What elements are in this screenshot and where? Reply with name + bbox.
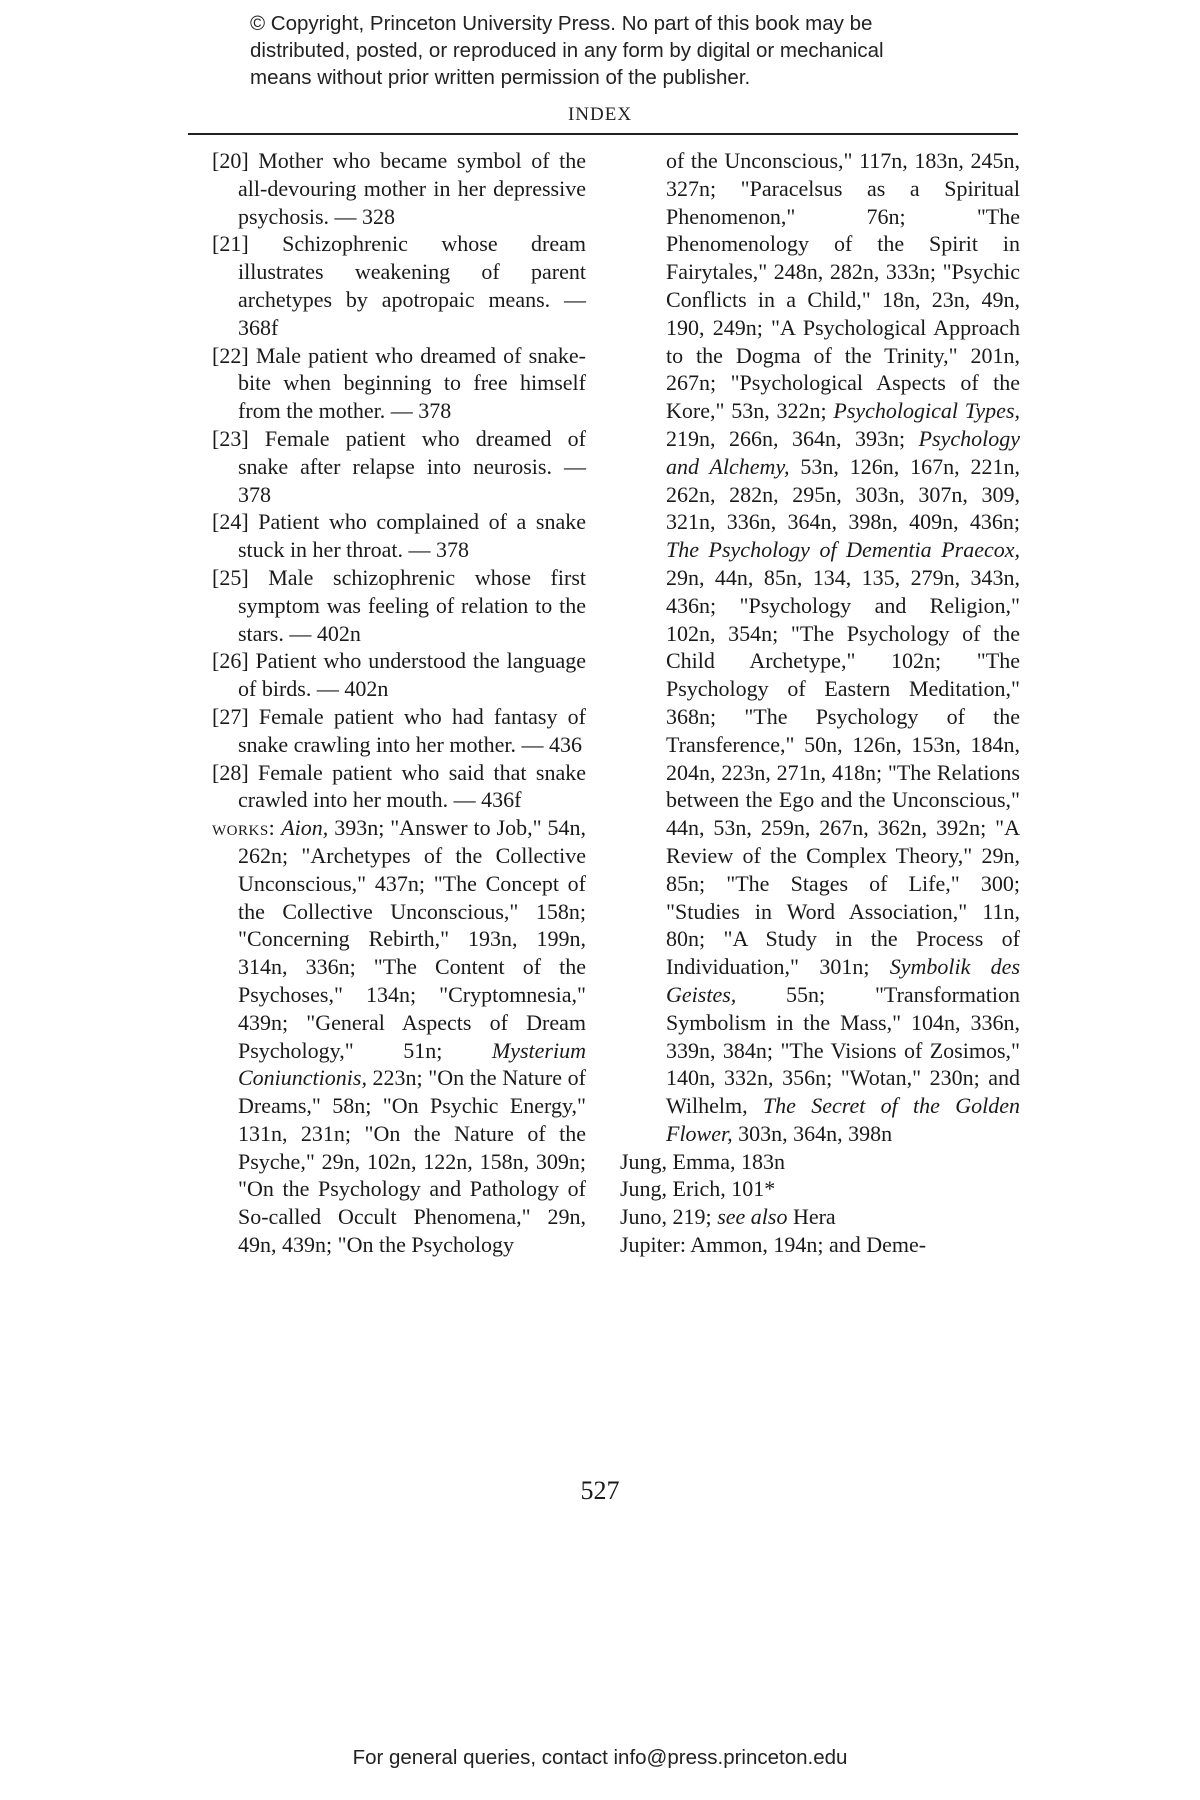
case-number: [28] — [212, 759, 249, 785]
works-title-italic: Aion, — [281, 815, 329, 841]
works-text: 303n, 364n, 398n — [732, 1120, 893, 1146]
works-title-italic: The Secret of the Golden Flower, — [666, 1093, 1020, 1146]
case-number: [25] — [212, 564, 249, 590]
works-text: 393n; "Answer to Job," 54n, 262n; "Archetypes of the Collective Unconscious," 437n; "The Concept of the Collective Unconscious," 158n; "Concerning Rebirth," 193n, 199n, 314n, 336n; "The Content of the Psychoses," 134n; "Cryptomnesia," 439n; "General Aspects of Dream Psychology," 51n; — [238, 815, 587, 1063]
case-entry — [212, 759, 586, 815]
works-title-italic: Mysterium Coniunctionis, — [238, 1037, 586, 1091]
index-entry-text: Jung, Erich, 101* — [620, 1176, 776, 1202]
index-entry-text: Jung, Emma, 183n — [620, 1148, 785, 1174]
index-entry-jung-emma — [620, 1148, 1020, 1176]
case-number: [26] — [212, 648, 249, 674]
copyright-notice — [250, 10, 970, 91]
case-text: Female patient who dreamed of snake after relapse into neurosis. — 378 — [238, 425, 586, 507]
works-label: works: — [212, 815, 276, 841]
index-entry-text: Hera — [787, 1204, 836, 1230]
case-entry — [212, 508, 586, 564]
case-number: [22] — [212, 342, 249, 368]
running-head: INDEX — [567, 104, 633, 125]
index-entry-jung-erich — [620, 1175, 1020, 1203]
case-text: Female patient who had fantasy of snake crawling into her mother. — 436 — [238, 703, 586, 757]
case-entry — [212, 342, 586, 425]
index-entry-text: Juno, 219; — [620, 1204, 718, 1230]
copyright-line: © Copyright, Princeton University Press. No part of this book may be — [250, 12, 873, 35]
case-entry — [212, 230, 586, 341]
index-entry-text: Jupiter: Ammon, 194n; and Deme- — [620, 1232, 927, 1258]
right-column — [620, 147, 1020, 1259]
copyright-line: distributed, posted, or reproduced in any form by digital or mechanical — [250, 39, 884, 62]
case-text: Male schizophrenic whose first symptom was feeling of relation to the stars. — 402n — [238, 564, 586, 646]
works-entry — [212, 814, 586, 1259]
works-text: 223n; "On the Nature of Dreams," 58n; "On Psychic Energy," 131n, 231n; "On the Nature of the Psyche," 29n, 102n, 122n, 158n, 309n; "On the Psychology and Pathology of So-called Occult Phenomena," 29n, 49n, 439n; "On the Psychology — [238, 1065, 586, 1258]
case-text: Patient who complained of a snake stuck in her throat. — 378 — [238, 509, 586, 563]
index-entry-jupiter — [620, 1231, 1020, 1259]
works-title-italic: Psychological Types, — [833, 398, 1021, 424]
works-text: 55n; "Transformation Symbolism in the Mass," 104n, 336n, 339n, 384n; "The Visions of Zosimos," 140n, 332n, 356n; "Wotan," 230n; and Wilhelm, — [666, 981, 1020, 1119]
header-rule — [188, 133, 1018, 135]
copyright-line: means without prior written permission of the publisher. — [250, 66, 751, 89]
case-number: [20] — [212, 148, 249, 173]
case-entry — [212, 425, 586, 508]
works-text: of the Unconscious," 117n, 183n, 245n, 327n; "Paracelsus as a Spiritual Phenomenon," 76n; "The Phenomenology of the Spirit in Fairytales," 248n, 282n, 333n; "Psychic Conflicts in a Child," 18n, 23n, 49n, 190, 249n; "A Psychological Approach to the Dogma of the Trinity," 201n, 267n; "Psychological Aspects of the Kore," 53n, 322n; — [666, 148, 1020, 424]
works-text: 29n, 44n, 85n, 134, 135, 279n, 343n, 436n; "Psychology and Religion," 102n, 354n; "The Psychology of the Child Archetype," 102n; "The Psychology of Eastern Meditation," 368n; "The Psychology of the Transference," 50n, 126n, 153n, 184n, 204n, 223n, 271n, 418n; "The Relations between the Ego and the Unconscious," 44n, 53n, 259n, 267n, 362n, 392n; "A Review of the Complex Theory," 29n, 85n; "The Stages of Life," 300; "Studies in Word Association," 11n, 80n; "A Study in the Process of Individuation," 301n; — [666, 564, 1020, 980]
case-text: Male patient who dreamed of snake-bite when beginning to free himself from the mother. — 378 — [238, 342, 587, 424]
case-text: Patient who understood the language of birds. — 402n — [238, 648, 586, 702]
page-number: 527 — [580, 1476, 620, 1505]
works-continuation — [620, 147, 1020, 1148]
case-text: Mother who became symbol of the all-devouring mother in her depressive psychosis. — 328 — [238, 148, 587, 229]
works-text: 53n, 126n, 167n, 221n, 262n, 282n, 295n, 303n, 307n, 309, 321n, 336n, 364n, 398n, 409n, 436n; — [666, 453, 1020, 535]
case-entry — [212, 564, 586, 647]
index-entry-juno — [620, 1203, 1020, 1231]
works-text: 219n, 266n, 364n, 393n; — [666, 425, 919, 451]
works-title-italic: Psychology and Alchemy, — [666, 425, 1020, 479]
case-entry — [212, 147, 586, 230]
case-number: [27] — [212, 703, 249, 729]
case-entry — [212, 647, 586, 703]
case-number: [21] — [212, 231, 249, 257]
footer-contact: For general queries, contact info@press.princeton.edu — [352, 1746, 848, 1769]
case-text: Female patient who said that snake crawled into her mouth. — 436f — [238, 759, 587, 813]
case-number: [24] — [212, 509, 249, 535]
case-entry — [212, 703, 586, 759]
case-number: [23] — [212, 425, 249, 451]
case-text: Schizophrenic whose dream illustrates weakening of parent archetypes by apotropaic means. — 368f — [238, 231, 586, 340]
see-also-italic: see also — [717, 1204, 788, 1230]
left-column — [212, 147, 586, 1259]
works-title-italic: Symbolik des Geistes, — [666, 954, 1020, 1007]
works-title-italic: The Psychology of Dementia Praecox, — [666, 537, 1020, 563]
